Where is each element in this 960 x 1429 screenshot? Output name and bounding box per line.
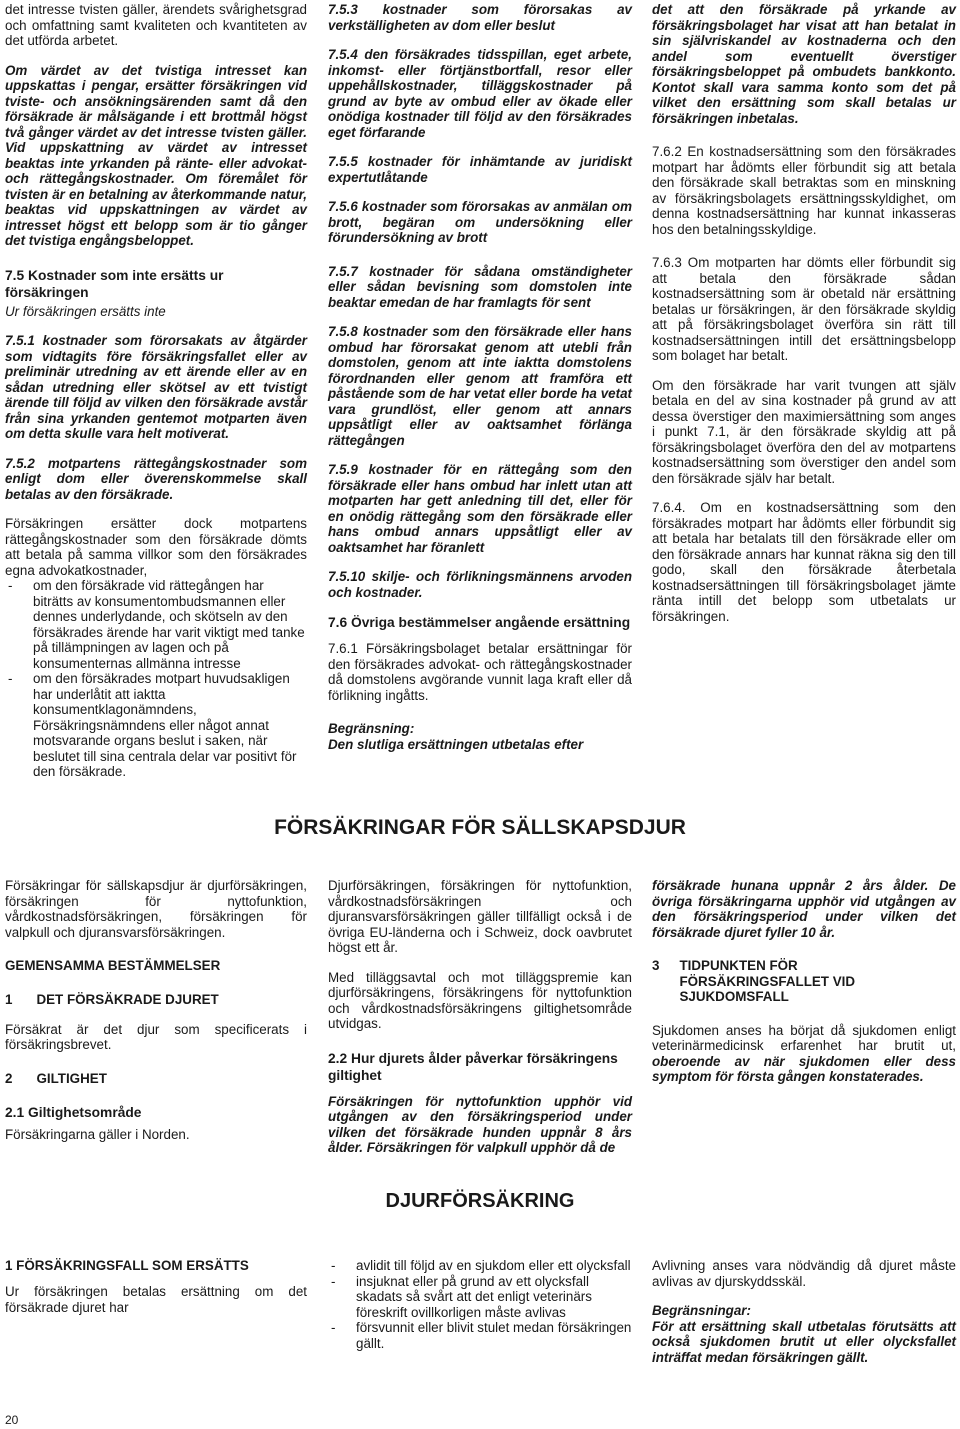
paragraph: Försäkringarna gäller i Norden.: [5, 1127, 190, 1142]
top-column-1: [5, 2, 307, 780]
paragraph: 7.5.9 kostnader för en rättegång som den försäkrade eller hans ombud har inlett utan att motparten har gett anledning till det, eller för en onödig rättegång som den försäkrade eller hans ombud annars uppsåtligt eller av oaktsamhet har föranlett: [328, 462, 632, 555]
paragraph: det att den försäkrade på yrkande av försäkringsbolaget har visat att han betalat in sin självriskandel av kostnaderna och den andel som eventuellt överstiger försäkringsbeloppet på ombudets bankkonto. Kontot skall vara samma konto som det på vilket den ersättning som skall betalas ur försäkringen inbetalas.: [652, 2, 956, 126]
paragraph: 7.5.2 motpartens rättegångskostnader som enligt dom eller överenskommelse skall betalas av den försäkrade.: [5, 455, 307, 502]
paragraph: Avlivning anses vara nödvändig då djuret måste avlivas av djurskyddsskäl.: [652, 1258, 956, 1289]
pets-column-2: [328, 878, 632, 1156]
section-title-pets: FÖRSÄKRINGAR FÖR SÄLLSKAPSDJUR: [274, 816, 686, 839]
section-subheading: Ur försäkringen ersätts inte: [5, 303, 166, 319]
page-number: 20: [5, 1413, 19, 1427]
paragraph: 7.6.2 En kostnadsersättning som den försäkrades motpart har ådömts eller förbundit sig att betala den försäkrade skall betraktas som en minskning av försäkringsbolagets ersättningsskyldighet, om denna kostnadsersättning har kunnat inkasseras hos den betalningsskyldige.: [652, 144, 956, 237]
paragraph: 7.5.5 kostnader för inhämtande av juridiskt expertutlåtande: [328, 154, 632, 185]
heading-1: 1 DET FÖRSÄKRADE DJURET: [5, 992, 219, 1007]
list-item: - avlidit till följd av en sjukdom eller ett olycksfall: [328, 1258, 632, 1274]
list-item: - insjuknat eller på grund av ett olycksfall skadats så svårt att det enligt veterinärs föreskrift ovillkorligen måste avlivas: [328, 1274, 632, 1321]
limitation-label: Begränsningar:: [652, 1303, 751, 1318]
limitation-text: Den slutliga ersättningen utbetalas efter: [328, 736, 584, 752]
paragraph: 7.5.7 kostnader för sådana omständigheter eller sådan bevisning som domstolen inte beaktar emedan de har framlagts för sent: [328, 263, 632, 310]
paragraph: Om värdet av det tvistiga intresset kan uppskattas i pengar, ersätter försäkringen vid tviste- och ansökningsärenden samt då den försäkrade är målsägande i ett brottmål högst två gånger värdet av det intresse tvisten gäller. Vid uppskattning av värdet av intresset beaktas inte yrkanden på ränte- eller advokat- och rättegångskostnader. Om föremålet för tvisten är en betalning av återkommande natur, beaktas vid uppskattningen av värdet av intresset högst ett belopp som är tio gånger det tvistiga engångsbeloppet.: [5, 62, 307, 248]
paragraph: Med tilläggsavtal och mot tilläggspremie kan djurförsäkringens, försäkringens för nyttofunktion och vårdkostnadsförsäkringens giltighetsområde utvidgas.: [328, 969, 632, 1031]
section-heading-7-6: 7.6 Övriga bestämmelser angående ersättning: [328, 615, 631, 630]
heading-3: 3 TIDPUNKTEN FÖR FÖRSÄKRINGSFALLET VID SJUKDOMSFALL: [652, 958, 856, 1004]
paragraph: det intresse tvisten gäller, ärendets svårighetsgrad och omfattning samt kvaliteten och kvantiteten av det utförda arbetet.: [5, 2, 307, 48]
paragraph: 7.5.3 kostnader som förorsakas av verkställigheten av dom eller beslut: [328, 2, 632, 33]
pets-column-1: [5, 878, 307, 1143]
paragraph: 7.5.8 kostnader som den försäkrade eller hans ombud har förorsakat genom att utebli från domstolen, genom att inte iaktta domstolens förordnanden eller genom att framföra ett påstående som de har vetat eller borde ha vetat vara grundlöst, eller genom att annars uppsåtligt eller av oaktsamhet förlänga rättegången: [328, 324, 632, 448]
paragraph: 7.5.10 skilje- och förlikningsmännens arvoden och kostnader.: [328, 569, 632, 600]
list-item: - om den försäkrades motpart huvudsakligen har underlåtit att iaktta konsumentklagonämndens, Försäkringsnämndens eller något annat motsvarande organs beslut i saken, när beslutet till sina centrala delar var positivt för den försäkrade.: [5, 671, 307, 780]
paragraph: 7.6.3 Om motparten har dömts eller förbundit sig att betala den försäkrade sådan kostnadsersättning som är obetald när ersättning betalas ur försäkringen, är den försäkrade skyldig att på försäkringsbolaget överföra sin rätt till kostnadsersättningen intill det ersättningsbelopp som bolaget har betalt.: [652, 255, 956, 363]
paragraph: Sjukdomen anses ha börjat då sjukdomen enligt veterinärmedicinsk erfarenhet har brutit ut, oberoende av när sjukdomen eller dess symptom för första gången konstaterades.: [652, 1022, 956, 1084]
pets-column-3: [652, 878, 956, 1085]
paragraph: försäkrade hunana uppnår 2 års ålder. De övriga försäkringarna upphör vid utgången av den försäkringsperiod under vilken det försäkrade djuret fyller 10 år.: [652, 878, 956, 940]
heading-2-1: 2.1 Giltighetsområde: [5, 1105, 142, 1120]
paragraph: Om den försäkrade har varit tvungen att själv betala en del av sina kostnader på grund av att dessa överstiger den maximiersättning som anges i punkt 7.1, är den försäkrade skyldig att på försäkringsbolaget överföra den del av motpartens kostnadsersättning som överstiger den andel som den försäkrade själv har betalt.: [652, 377, 956, 486]
heading-2-2: 2.2 Hur djurets ålder påverkar försäkringens giltighet: [328, 1050, 618, 1083]
paragraph: Försäkringen för nyttofunktion upphör vid utgången av den försäkringsperiod under vilken det försäkrade hunden uppnår 8 års ålder. Försäkringen för valpkull upphör då de: [328, 1093, 632, 1155]
section-title-animal-insurance: DJURFÖRSÄKRING: [385, 1190, 575, 1212]
paragraph: 7.6.1 Försäkringsbolaget betalar ersättningar för den försäkrades advokat- och rättegångskostnader då domstolens avgörande vunnit laga kraft eller då förlikning ingåtts.: [328, 641, 632, 703]
paragraph: 7.5.4 den försäkrades tidsspillan, eget arbete, inkomst- eller förtjänstbortfall, resor eller uppehållskostnader, tilläggskostnader på grund av byte av ombud eller av ökade eller onödiga kostnader till följd av den försäkrades eget förfarande: [328, 47, 632, 140]
list-item: - om den försäkrade vid rättegången har biträtts av konsumentombudsmannen eller dennes underlydande, och skötseln av den försäkrades ärende har varit viktigt med tanke på tillämpningen av lagen och på konsumenternas allmänna intresse: [5, 578, 307, 671]
heading-2: 2 GILTIGHET: [5, 1070, 107, 1086]
paragraph: Försäkringar för sällskapsdjur är djurförsäkringen, försäkringen för nyttofunktion, vårdkostnadsförsäkringen, försäkringen för valpkull och djuransvarsförsäkringen.: [5, 878, 307, 940]
common-provisions-heading: GEMENSAMMA BESTÄMMELSER: [5, 958, 221, 973]
animal-column-3: [652, 1258, 956, 1365]
paragraph: Ur försäkringen betalas ersättning om det försäkrade djuret har: [5, 1284, 307, 1315]
limitation-label: Begränsning:: [328, 721, 415, 736]
paragraph: 7.5.6 kostnader som förorsakas av anmälan om brott, begäran om undersökning eller förundersökning av brott: [328, 199, 632, 245]
paragraph: 7.6.4. Om en kostnadsersättning som den försäkrades motpart har ådömts eller förbundit sig att betala har betalats till den försäkrade eller om den försäkrade annars har kunnat räkna sig den till godo, skall den försäkrade återbetala kostnadsersättningen till försäkringsbolaget jämte ränta intill det belopp som utbetalats ur försäkringen.: [652, 500, 956, 624]
paragraph: Försäkringen ersätter dock motpartens rättegångskostnader som den försäkrade dömts att betala på samma villkor som den försäkrades egna advokatkostnader,: [5, 516, 307, 578]
list-item: - försvunnit eller blivit stulet medan försäkringen gällt.: [328, 1320, 632, 1351]
animal-column-2: [328, 1258, 632, 1351]
heading-1-covered-events: 1 FÖRSÄKRINGSFALL SOM ERSÄTTS: [5, 1258, 249, 1273]
dash-list: [5, 578, 307, 780]
dash-list: [328, 1258, 632, 1351]
top-column-2: [328, 2, 632, 752]
top-column-3: [652, 2, 956, 624]
paragraph: Försäkrat är det djur som specificerats i försäkringsbrevet.: [5, 1021, 307, 1052]
limitation-text: För att ersättning skall utbetalas förutsätts att också sjukdomen brutit ut eller olycksfallet inträffat medan försäkringen gällt.: [652, 1318, 956, 1365]
paragraph: Djurförsäkringen, försäkringen för nyttofunktion, vårdkostnadsförsäkringen och djuransvarsförsäkringen gäller tillfälligt också i de övriga EU-länderna och i Schweiz, dock oavbrutet högst ett år.: [328, 878, 632, 955]
section-heading-7-5: 7.5 Kostnader som inte ersätts ur försäkringen: [5, 267, 224, 300]
paragraph: 7.5.1 kostnader som förorsakats av åtgärder som vidtagits före försäkringsfallet eller av preliminär utredning av ett ärende eller av en sådan utredning eller skötsel av ett tvistigt ärende till följd av vilken den försäkrade avstår från sina yrkanden gentemot motparten även om detta skulle vara helt motiverat.: [5, 333, 307, 441]
animal-column-1: [5, 1258, 307, 1315]
